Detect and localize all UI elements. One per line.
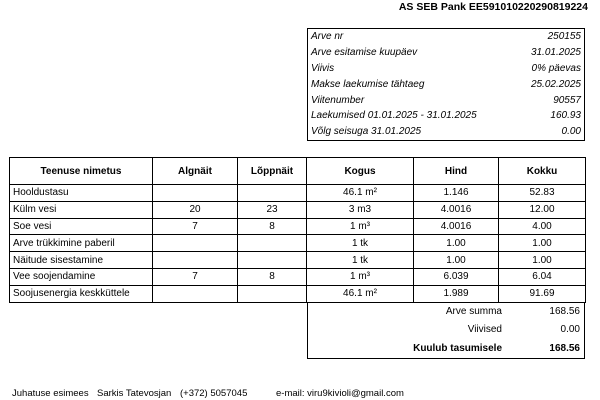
footer-role: Juhatuse esimees	[12, 388, 89, 399]
table-cell: 46.1 m²	[307, 285, 414, 302]
info-row	[308, 76, 585, 92]
table-cell: 4.0016	[414, 218, 499, 235]
info-row	[308, 29, 585, 45]
invoice-info-box	[307, 28, 585, 141]
table-cell	[238, 185, 307, 202]
table-cell: 7	[153, 268, 238, 285]
info-row	[308, 45, 585, 61]
table-cell: 52.83	[499, 185, 586, 202]
table-cell: 8	[238, 218, 307, 235]
info-value: 25.02.2025	[530, 78, 581, 90]
footer-phone: (+372) 5057045	[180, 388, 248, 399]
table-cell	[238, 252, 307, 269]
table-cell: 3 m3	[307, 201, 414, 218]
info-label: Makse laekumise tähtaeg	[311, 78, 425, 90]
table-cell: 6.039	[414, 268, 499, 285]
table-cell: 1 tk	[307, 235, 414, 252]
table-cell: Soe vesi	[10, 218, 153, 235]
summary-label: Kuulub tasumisele	[413, 343, 502, 355]
info-label: Viitenumber	[311, 94, 365, 106]
table-cell: 7	[153, 218, 238, 235]
table-cell: 1.989	[414, 285, 499, 302]
table-cell: 1 tk	[307, 252, 414, 269]
table-cell: 1.00	[499, 235, 586, 252]
summary-row	[308, 302, 585, 321]
footer-email: e-mail: viru9kivioli@gmail.com	[276, 388, 404, 399]
table-cell: 6.04	[499, 268, 586, 285]
table-cell: 4.00	[499, 218, 586, 235]
table-row	[10, 218, 586, 235]
info-value: 0.00	[561, 126, 581, 138]
table-cell: 23	[238, 201, 307, 218]
table-cell: 20	[153, 201, 238, 218]
table-cell	[238, 235, 307, 252]
column-header: Kogus	[307, 158, 414, 185]
table-cell: 1.00	[414, 235, 499, 252]
table-cell: Külm vesi	[10, 201, 153, 218]
table-cell	[238, 285, 307, 302]
table-row	[10, 201, 586, 218]
column-header: Hind	[414, 158, 499, 185]
table-cell: Hooldustasu	[10, 185, 153, 202]
table-cell: 1.00	[499, 252, 586, 269]
column-header: Lõppnäit	[238, 158, 307, 185]
table-cell: Vee soojendamine	[10, 268, 153, 285]
table-cell: 1 m³	[307, 218, 414, 235]
table-row	[10, 235, 586, 252]
table-row	[10, 185, 586, 202]
table-row	[10, 268, 586, 285]
table-row	[10, 252, 586, 269]
summary-label: Arve summa	[445, 305, 502, 317]
table-header-row	[10, 158, 586, 185]
table-cell: 91.69	[499, 285, 586, 302]
info-value: 250155	[547, 31, 581, 43]
info-value: 0% päevas	[531, 62, 581, 74]
column-header: Kokku	[499, 158, 586, 185]
info-row	[308, 108, 585, 124]
info-value: 160.93	[550, 110, 581, 122]
info-label: Võlg seisuga 31.01.2025	[311, 126, 422, 138]
footer-name: Sarkis Tatevosjan	[97, 388, 172, 399]
table-cell: Näitude sisestamine	[10, 252, 153, 269]
table-cell: 1.146	[414, 185, 499, 202]
table-cell: 1.00	[414, 252, 499, 269]
summary-value: 168.56	[549, 305, 580, 317]
info-value: 31.01.2025	[530, 47, 581, 59]
info-label: Arve esitamise kuupäev	[311, 47, 418, 59]
table-cell: 12.00	[499, 201, 586, 218]
info-label: Viivis	[311, 62, 335, 74]
info-value: 90557	[553, 94, 581, 106]
table-cell	[153, 285, 238, 302]
table-cell: Soojusenergia keskküttele	[10, 285, 153, 302]
summary-row	[308, 339, 585, 358]
table-cell	[153, 252, 238, 269]
info-row	[308, 124, 585, 140]
column-header: Algnäit	[153, 158, 238, 185]
bank-account-line: AS SEB Pank EE591010220290819224	[398, 1, 588, 13]
table-cell: 4.0016	[414, 201, 499, 218]
table-cell: Arve trükkimine paberil	[10, 235, 153, 252]
table-cell: 8	[238, 268, 307, 285]
table-cell: 46.1 m²	[307, 185, 414, 202]
footer	[0, 388, 600, 400]
column-header: Teenuse nimetus	[10, 158, 153, 185]
info-row	[308, 92, 585, 108]
info-row	[308, 61, 585, 77]
summary-box	[307, 302, 585, 359]
services-table	[9, 157, 586, 303]
table-row	[10, 285, 586, 302]
table-cell: 1 m³	[307, 268, 414, 285]
info-label: Laekumised 01.01.2025 - 31.01.2025	[311, 110, 477, 122]
table-cell	[153, 235, 238, 252]
info-label: Arve nr	[311, 31, 344, 43]
summary-row	[308, 321, 585, 340]
table-cell	[153, 185, 238, 202]
summary-label: Viivised	[467, 324, 502, 336]
summary-value: 0.00	[560, 324, 580, 336]
summary-value: 168.56	[549, 343, 580, 355]
